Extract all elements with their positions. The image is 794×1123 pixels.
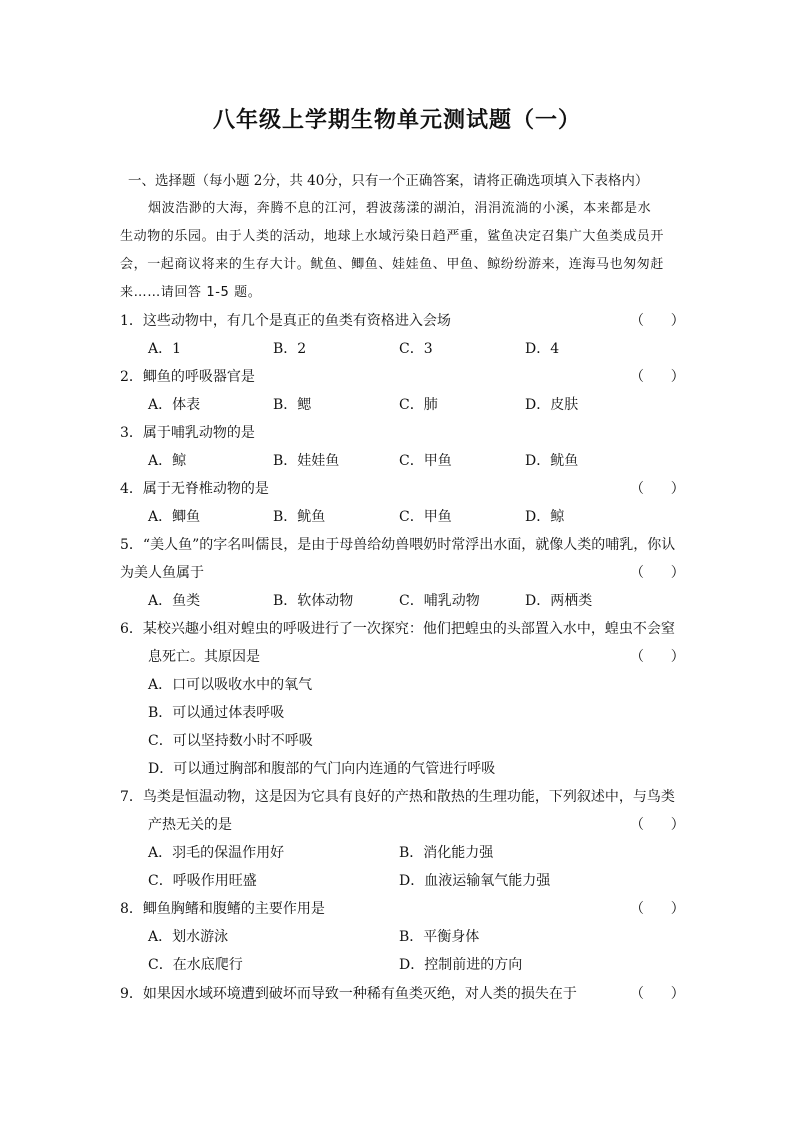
q2-option-b: B．鳃: [273, 397, 312, 413]
answer-blank-2: （ ）: [630, 369, 685, 385]
q5-option-d: D．两栖类: [525, 593, 593, 609]
q8-option-b: B．平衡身体: [399, 929, 480, 945]
q7-option-d: D．血液运输氧气能力强: [399, 873, 551, 889]
q6-option-c: C．可以坚持数小时不呼吸: [148, 733, 313, 749]
q7-option-b: B．消化能力强: [399, 845, 494, 861]
q3-option-a: A．鲸: [148, 453, 187, 469]
answer-blank-6: （ ）: [630, 649, 685, 665]
q7-option-c: C．呼吸作用旺盛: [148, 873, 257, 889]
question-6-stem-line-1: 6．某校兴趣小组对蝗虫的呼吸进行了一次探究：他们把蝗虫的头部置入水中，蝗虫不会窒: [120, 621, 675, 637]
q6-option-d: D．可以通过胸部和腹部的气门向内连通的气管进行呼吸: [148, 761, 496, 777]
q1-option-b: B．2: [273, 341, 307, 357]
q4-option-d: D．鲸: [525, 509, 565, 525]
question-8-stem: 8．鲫鱼胸鳍和腹鳍的主要作用是: [120, 901, 325, 917]
q3-option-d: D．鱿鱼: [525, 453, 579, 469]
q8-option-c: C．在水底爬行: [148, 957, 243, 973]
answer-blank-8: （ ）: [630, 901, 685, 917]
q2-option-c: C．肺: [399, 397, 438, 413]
question-1-stem: 1．这些动物中，有几个是真正的鱼类有资格进入会场: [120, 313, 451, 329]
answer-blank-7: （ ）: [630, 817, 685, 833]
q3-option-b: B．娃娃鱼: [273, 453, 340, 469]
question-6-stem-line-2: 息死亡。其原因是: [148, 649, 260, 665]
intro-line-4: 来……请回答 1-5 题。: [120, 285, 262, 300]
q1-option-a: A．1: [148, 341, 182, 357]
q1-option-d: D．4: [525, 341, 560, 357]
q6-option-a: A．口可以吸收水中的氧气: [148, 677, 313, 693]
question-7-stem-line-1: 7．鸟类是恒温动物，这是因为它具有良好的产热和散热的生理功能，下列叙述中，与鸟类: [120, 789, 675, 805]
q1-option-c: C．3: [399, 341, 433, 357]
answer-blank-4: （ ）: [630, 481, 685, 497]
q5-option-b: B．软体动物: [273, 593, 354, 609]
section-heading: 一、选择题（每小题 2分，共 40分，只有一个正确答案，请将正确选项填入下表格内）: [128, 173, 649, 189]
q6-option-b: B．可以通过体表呼吸: [148, 705, 285, 721]
question-5-stem-line-1: 5．“美人鱼”的字名叫儒艮，是由于母兽给幼兽喂奶时常浮出水面，就像人类的哺乳，你认: [120, 537, 676, 553]
question-5-stem-line-2: 为美人鱼属于: [120, 565, 204, 581]
answer-blank-1: （ ）: [630, 313, 685, 329]
exam-title: 八年级上学期生物单元测试题（一）: [212, 107, 581, 133]
q2-option-a: A．体表: [148, 397, 201, 413]
question-7-stem-line-2: 产热无关的是: [148, 817, 232, 833]
question-4-stem: 4．属于无脊椎动物的是: [120, 481, 269, 497]
q7-option-a: A．羽毛的保温作用好: [148, 845, 285, 861]
answer-blank-5: （ ）: [630, 565, 685, 581]
intro-line-2: 生动物的乐园。由于人类的活动，地球上水域污染日趋严重，鲨鱼决定召集广大鱼类成员开: [120, 229, 665, 244]
q8-option-a: A．划水游泳: [148, 929, 229, 945]
question-3-stem: 3．属于哺乳动物的是: [120, 425, 255, 441]
q3-option-c: C．甲鱼: [399, 453, 452, 469]
q4-option-a: A．鲫鱼: [148, 509, 201, 525]
intro-line-1: 烟波浩渺的大海，奔腾不息的江河，碧波荡漾的湖泊，涓涓流淌的小溪，本来都是水: [148, 201, 652, 216]
q4-option-b: B．鱿鱼: [273, 509, 326, 525]
question-9-stem: 9．如果因水域环境遭到破坏而导致一种稀有鱼类灭绝，对人类的损失在于: [120, 986, 577, 1002]
intro-line-3: 会，一起商议将来的生存大计。鱿鱼、鲫鱼、娃娃鱼、甲鱼、鲸纷纷游来，连海马也匆匆赶: [120, 257, 665, 272]
answer-blank-9: （ ）: [630, 986, 685, 1002]
q5-option-c: C．哺乳动物: [399, 593, 480, 609]
q8-option-d: D．控制前进的方向: [399, 957, 523, 973]
q5-option-a: A．鱼类: [148, 593, 201, 609]
question-2-stem: 2．鲫鱼的呼吸器官是: [120, 369, 255, 385]
q4-option-c: C．甲鱼: [399, 509, 452, 525]
q2-option-d: D．皮肤: [525, 397, 579, 413]
